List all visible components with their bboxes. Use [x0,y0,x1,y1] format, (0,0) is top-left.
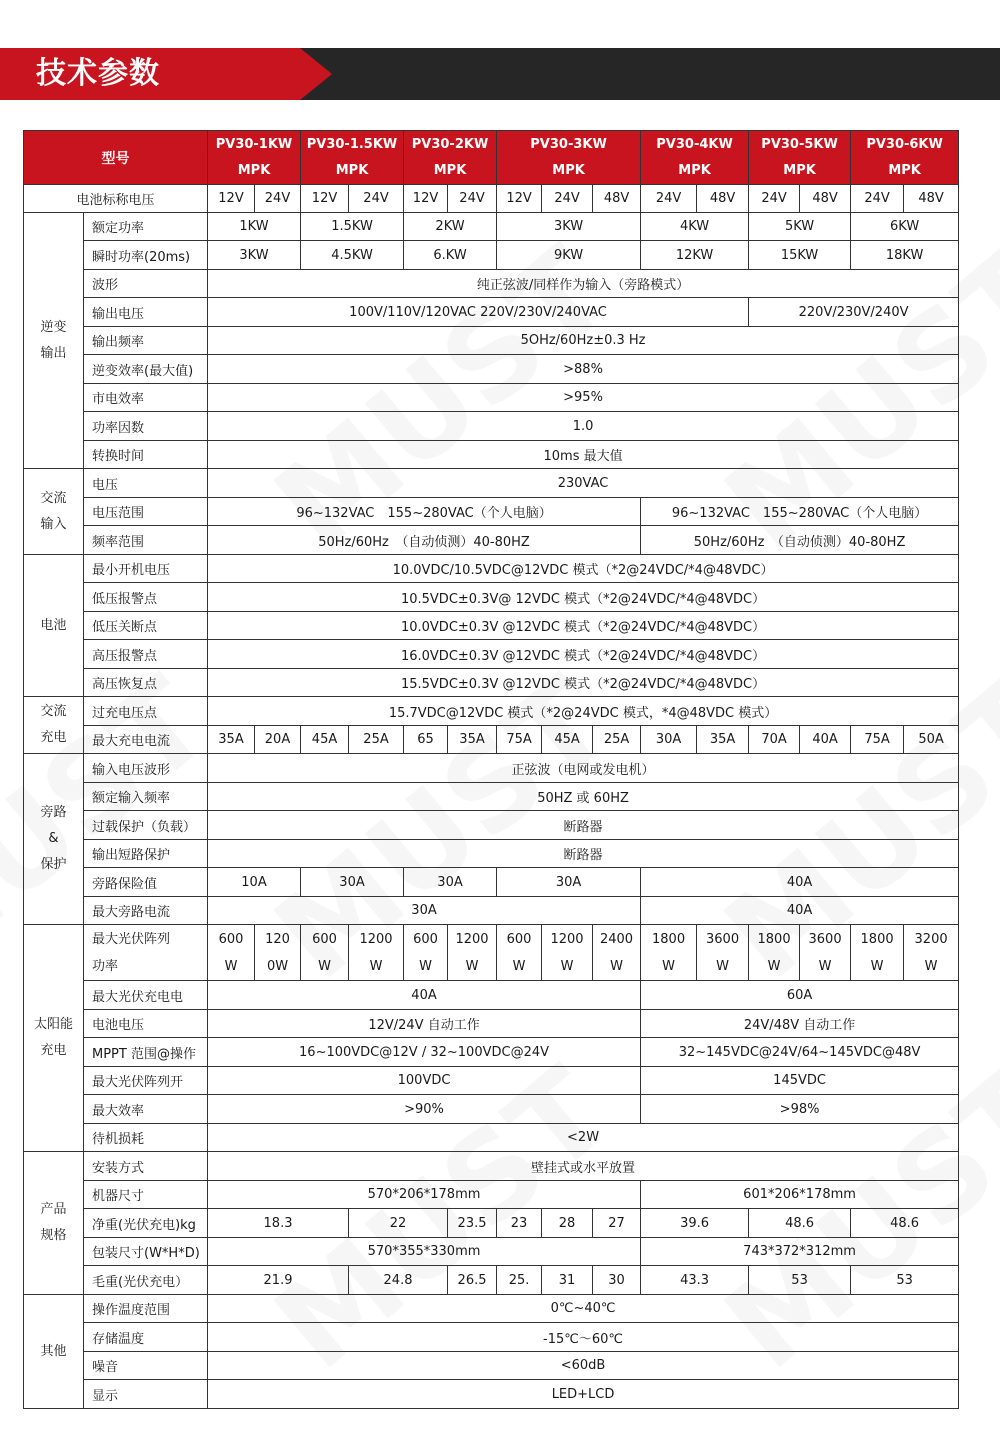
table-cell: 12V [497,185,542,213]
table-cell: 601*206*178mm [641,1181,959,1209]
display-row [24,1380,959,1409]
row-label: 额定输入频率 [84,783,208,811]
table-cell [349,925,404,981]
table-cell: 53 [851,1266,959,1295]
table-cell: <2W [208,1124,959,1152]
cell-line: 1200 [359,931,393,947]
table-cell: 30A [497,868,641,897]
table-cell: 5OHz/60Hz±0.3 Hz [208,327,959,355]
row-label: 噪音 [84,1352,208,1380]
title-banner-arrow [300,48,332,100]
cell-line: W [818,958,832,974]
row-label: 电压范围 [84,498,208,526]
table-cell: 48.6 [749,1209,851,1238]
cell-line: 1800 [757,931,791,947]
inverter-efficiency-row [24,355,959,384]
overcharge-row [24,697,959,726]
section-line: & [48,831,59,846]
table-cell: 1.0 [208,412,959,441]
table-cell: 25. [497,1266,542,1295]
min-start-voltage-row [24,555,959,583]
model-sub: MPK [783,162,816,178]
row-label: 机器尺寸 [84,1181,208,1209]
table-cell: 743*372*312mm [641,1238,959,1266]
table-cell: 10.0VDC±0.3V @12VDC 模式（*2@24VDC/*4@48VDC） [208,612,959,640]
cell-line: W [610,958,623,974]
row-label: 额定功率 [84,213,208,241]
max-pv-charge-current-row [24,981,959,1010]
cell-line: 0W [266,958,289,974]
output-frequency-row [24,327,959,355]
row-label: 旁路保险值 [84,868,208,897]
table-cell: 18KW [851,241,959,270]
table-cell [301,925,349,981]
row-label: 频率范围 [84,526,208,555]
table-cell: 570*355*330mm [208,1238,641,1266]
table-cell: 31 [542,1266,593,1295]
model-sub: MPK [552,162,585,178]
table-cell: 35A [448,726,497,754]
table-cell: 15.7VDC@12VDC 模式（*2@24VDC 模式，*4@48VDC 模式） [208,697,959,726]
table-cell: 145VDC [641,1067,959,1095]
package-size-row [24,1238,959,1266]
row-label-line: 功率 [92,958,119,974]
ac-voltage-range-row [24,498,959,526]
model-name: PV30-2KW [411,136,489,152]
cell-line: 3200 [914,931,948,947]
table-cell: 24V [448,185,497,213]
table-cell: 1.5KW [301,213,404,241]
model-header-label: 型号 [24,131,208,185]
table-cell: >88% [208,355,959,384]
table-cell: 40A [641,868,959,897]
row-label: 最大光伏阵列开 [84,1067,208,1095]
row-label-line: 最大光伏阵列 [92,931,171,947]
table-cell: 23.5 [448,1209,497,1238]
table-cell: 75A [497,726,542,754]
section-line: 充电 [40,730,67,745]
table-cell: 12V [208,185,255,213]
table-cell: 26.5 [448,1266,497,1295]
section-line: 输出 [40,345,67,361]
table-cell: 2KW [404,213,497,241]
noise-row [24,1352,959,1380]
model-pv30-3kw [497,131,641,185]
model-pv30-6kw [851,131,959,185]
row-label: 电池标称电压 [24,185,208,213]
model-sub: MPK [678,162,711,178]
table-cell: 70A [749,726,800,754]
net-weight-row [24,1209,959,1238]
table-cell: 正弦波（电网或发电机） [208,754,959,783]
row-label: 低压关断点 [84,612,208,640]
table-cell: 75A [851,726,904,754]
table-cell: 21.9 [208,1266,349,1295]
table-cell: 100V/110V/120VAC 220V/230V/240VAC [208,298,749,327]
operating-temp-row [24,1295,959,1323]
table-cell: 53 [749,1266,851,1295]
power-factor-row [24,412,959,441]
row-label: MPPT 范围@操作 [84,1038,208,1067]
table-cell: 24.8 [349,1266,448,1295]
cell-line: 600 [413,931,438,947]
storage-temp-row [24,1323,959,1352]
table-cell: 100VDC [208,1067,641,1095]
table-cell: >90% [208,1095,641,1124]
table-cell: 50Hz/60Hz （自动侦测）40-80HZ [641,526,959,555]
table-cell: 6.KW [404,241,497,270]
battery-voltage-row [24,185,959,213]
table-cell: 0℃~40℃ [208,1295,959,1323]
cell-line: 1200 [455,931,489,947]
table-cell: 48V [593,185,641,213]
table-cell: 96~132VAC 155~280VAC（个人电脑） [641,498,959,526]
cell-line: W [924,958,938,974]
overload-row [24,811,959,840]
table-cell: 3KW [497,213,641,241]
table-cell: 22 [349,1209,448,1238]
row-label: 输出短路保护 [84,840,208,868]
row-label: 高压恢复点 [84,669,208,697]
row-label: 逆变效率(最大值) [84,355,208,384]
cell-line: 120 [265,931,290,947]
low-alarm-row [24,583,959,612]
table-cell [497,925,542,981]
table-cell: 24V [749,185,800,213]
max-efficiency-row [24,1095,959,1124]
section-other: 其他 [24,1295,84,1409]
row-label: 最大充电电流 [84,726,208,754]
table-cell: 30A [208,897,641,925]
row-label: 输出电压 [84,298,208,327]
table-cell: 30A [301,868,404,897]
row-label: 功率因数 [84,412,208,441]
cell-line: W [465,958,479,974]
row-label [84,925,208,981]
cell-line: 1800 [860,931,894,947]
table-cell: 16.0VDC±0.3V @12VDC 模式（*2@24VDC/*4@48VDC） [208,640,959,669]
row-label: 输出频率 [84,327,208,355]
max-pv-power-row [24,925,959,981]
table-cell [404,925,448,981]
surge-power-row [24,241,959,270]
ac-frequency-range-row [24,526,959,555]
table-cell: 30 [593,1266,641,1295]
table-cell: 16~100VDC@12V / 32~100VDC@24V [208,1038,641,1067]
row-label: 存储温度 [84,1323,208,1352]
table-cell: 24V [641,185,697,213]
row-label: 毛重(光伏充电） [84,1266,208,1295]
table-cell: LED+LCD [208,1380,959,1409]
section-line: 保护 [40,857,67,872]
model-sub: MPK [433,162,467,178]
model-sub: MPK [237,162,271,178]
cell-line: W [224,958,238,974]
row-label: 电池电压 [84,1010,208,1038]
cell-line: 600 [218,931,244,947]
table-cell: 24V [542,185,593,213]
row-label: 净重(光伏充电)kg [84,1209,208,1238]
rated-power-row [24,213,959,241]
bypass-fuse-row [24,868,959,897]
high-recovery-row [24,669,959,697]
table-cell: 1KW [208,213,301,241]
table-cell: -15℃～60℃ [208,1323,959,1352]
table-cell: 10ms 最大值 [208,441,959,469]
table-cell: 27 [593,1209,641,1238]
table-cell: 48V [904,185,959,213]
row-label: 瞬时功率(20ms) [84,241,208,270]
table-cell: 96~132VAC 155~280VAC（个人电脑） [208,498,641,526]
table-cell: 4KW [641,213,749,241]
section-bypass [24,754,84,925]
model-sub: MPK [335,162,369,178]
solar-battery-voltage-row [24,1010,959,1038]
standby-loss-row [24,1124,959,1152]
table-cell: 23 [497,1209,542,1238]
transfer-time-row [24,441,959,469]
table-cell: >95% [208,384,959,412]
section-solar [24,925,84,1152]
row-label: 最小开机电压 [84,555,208,583]
model-header-row [24,131,959,185]
row-label: 输入电压波形 [84,754,208,783]
dimensions-row [24,1181,959,1209]
bypass-waveform-row [24,754,959,783]
row-label: 操作温度范围 [84,1295,208,1323]
cell-line: W [767,958,781,974]
ac-voltage-row [24,469,959,498]
table-cell: 24V/48V 自动工作 [641,1010,959,1038]
table-cell: 9KW [497,241,641,270]
table-cell: 12V/24V 自动工作 [208,1010,641,1038]
table-cell: 5KW [749,213,851,241]
output-voltage-row [24,298,959,327]
gross-weight-row [24,1266,959,1295]
table-cell: 壁挂式或水平放置 [208,1152,959,1181]
table-cell: 39.6 [641,1209,749,1238]
table-cell: 12V [301,185,349,213]
table-cell: 12V [404,185,448,213]
model-pv30-1kw [208,131,301,185]
table-cell [208,925,255,981]
model-name: PV30-1KW [215,136,293,152]
table-cell: 32~145VDC@24V/64~145VDC@48V [641,1038,959,1067]
table-cell: 20A [255,726,301,754]
row-label: 最大效率 [84,1095,208,1124]
table-cell [542,925,593,981]
table-cell: 15KW [749,241,851,270]
row-label: 波形 [84,270,208,298]
table-cell: 50HZ 或 60HZ [208,783,959,811]
table-cell: 30A [404,868,497,897]
cell-line: W [716,958,729,974]
section-line: 产品 [40,1202,67,1217]
cell-line: W [512,958,526,974]
table-cell: 60A [641,981,959,1010]
table-cell: >98% [641,1095,959,1124]
table-cell: 纯正弦波/同样作为输入（旁路模式） [208,270,959,298]
row-label: 包装尺寸(W*H*D) [84,1238,208,1266]
section-inverter [24,213,84,469]
table-cell: 45A [301,726,349,754]
table-cell [851,925,904,981]
row-label: 市电效率 [84,384,208,412]
table-cell: 48V [697,185,749,213]
section-line: 逆变 [40,319,67,335]
table-cell [800,925,851,981]
table-cell: 28 [542,1209,593,1238]
row-label: 最大旁路电流 [84,897,208,925]
table-cell: 40A [208,981,641,1010]
section-line: 旁路 [40,805,67,820]
section-line: 太阳能 [33,1017,73,1032]
table-cell: 24V [851,185,904,213]
model-pv30-5kw [749,131,851,185]
table-cell: 10A [208,868,301,897]
table-cell: 4.5KW [301,241,404,270]
table-cell: 15.5VDC±0.3V @12VDC 模式（*2@24VDC/*4@48VDC） [208,669,959,697]
section-ac-charge [24,697,84,754]
table-cell: 45A [542,726,593,754]
max-open-voltage-row [24,1067,959,1095]
table-cell: 6KW [851,213,959,241]
cell-line: W [369,958,383,974]
table-cell: 10.5VDC±0.3V@ 12VDC 模式（*2@24VDC/*4@48VDC） [208,583,959,612]
low-cutoff-row [24,612,959,640]
table-cell: 3KW [208,241,301,270]
section-line: 规格 [40,1228,67,1243]
cell-line: W [560,958,574,974]
line-efficiency-row [24,384,959,412]
table-cell: 43.3 [641,1266,749,1295]
cell-line: 3600 [808,931,842,947]
row-label: 转换时间 [84,441,208,469]
cell-line: 600 [312,931,337,947]
table-cell: 48.6 [851,1209,959,1238]
table-cell [749,925,800,981]
table-cell: 50A [904,726,959,754]
table-cell: 40A [641,897,959,925]
cell-line: 600 [506,931,532,947]
table-cell [697,925,749,981]
table-cell: 48V [800,185,851,213]
table-cell: 35A [208,726,255,754]
cell-line: 1800 [652,931,686,947]
table-cell: 25A [349,726,404,754]
section-battery: 电池 [24,555,84,697]
mppt-range-row [24,1038,959,1067]
table-cell: 65 [404,726,448,754]
section-line: 充电 [40,1043,67,1058]
table-cell: 25A [593,726,641,754]
model-name: PV30-4KW [656,136,733,152]
row-label: 过载保护（负载） [84,811,208,840]
row-label: 低压报警点 [84,583,208,612]
table-cell: 10.0VDC/10.5VDC@12VDC 模式（*2@24VDC/*4@48VDC） [208,555,959,583]
cell-line: W [318,958,331,974]
section-line: 输入 [40,516,67,532]
table-cell: 12KW [641,241,749,270]
section-product [24,1152,84,1295]
table-cell [593,925,641,981]
table-cell: 220V/230V/240V [749,298,959,327]
row-label: 显示 [84,1380,208,1409]
row-label: 最大光伏充电电 [84,981,208,1010]
row-label: 高压报警点 [84,640,208,669]
row-label: 过充电压点 [84,697,208,726]
mounting-row [24,1152,959,1181]
table-cell: 50Hz/60Hz （自动侦测）40-80HZ [208,526,641,555]
cell-line: W [662,958,675,974]
section-line: 交流 [40,490,67,506]
table-cell: 断路器 [208,840,959,868]
row-label: 电压 [84,469,208,498]
cell-line: 1200 [550,931,584,947]
model-name: PV30-3KW [530,136,607,152]
section-line: 交流 [40,704,67,719]
title-banner [0,48,1000,100]
high-alarm-row [24,640,959,669]
table-cell: 40A [800,726,851,754]
section-ac-input [24,469,84,555]
table-cell: 570*206*178mm [208,1181,641,1209]
short-circuit-row [24,840,959,868]
max-bypass-current-row [24,897,959,925]
model-sub: MPK [888,162,921,178]
table-cell: 断路器 [208,811,959,840]
table-cell: 24V [255,185,301,213]
table-cell: 30A [641,726,697,754]
table-cell: 230VAC [208,469,959,498]
cell-line: W [419,958,432,974]
cell-line: 3600 [706,931,740,947]
row-label: 安装方式 [84,1152,208,1181]
model-name: PV30-5KW [761,136,838,152]
cell-line: 2400 [599,931,634,947]
model-pv30-1-5kw [301,131,404,185]
spec-table [23,130,959,1409]
table-cell [904,925,959,981]
table-cell [641,925,697,981]
table-cell [255,925,301,981]
max-charge-current-row [24,726,959,754]
waveform-row [24,270,959,298]
bypass-frequency-row [24,783,959,811]
table-cell: 24V [349,185,404,213]
table-cell: 35A [697,726,749,754]
cell-line: W [870,958,884,974]
model-name: PV30-6KW [866,136,943,152]
table-cell: <60dB [208,1352,959,1380]
row-label: 待机损耗 [84,1124,208,1152]
model-name: PV30-1.5KW [306,136,398,152]
page-title: 技术参数 [36,56,160,91]
model-pv30-4kw [641,131,749,185]
table-cell [448,925,497,981]
table-cell: 18.3 [208,1209,349,1238]
model-pv30-2kw [404,131,497,185]
